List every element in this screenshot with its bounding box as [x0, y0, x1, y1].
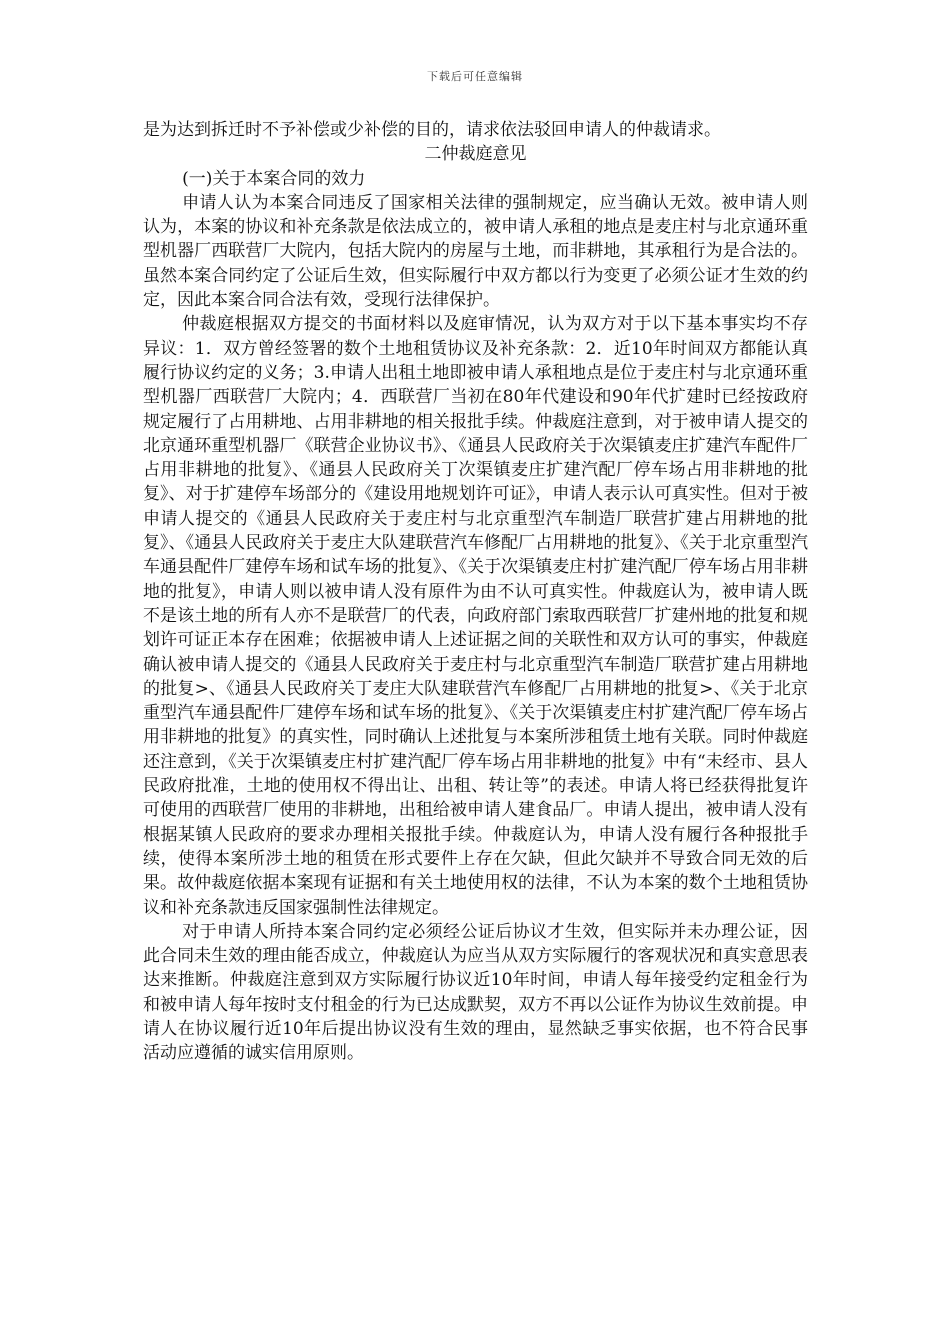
document-body	[143, 118, 808, 1066]
paragraph-1: 申请人认为本案合同违反了国家相关法律的强制规定，应当确认无效。被申请人则认为，本案的协议和补充条款是依法成立的，被申请人承租的地点是麦庄村与北京通环重型机器厂西联营厂大院内，包括大院内的房屋与土地，而非耕地，其承租行为是合法的。虽然本案合同约定了公证后生效，但实际履行中双方都以行为变更了必须公证才生效的约定，因此本案合同合法有效，受现行法律保护。	[143, 192, 808, 311]
paragraph-0: 是为达到拆迁时不予补偿或少补偿的目的，请求依法驳回申请人的仲裁请求。	[143, 120, 721, 140]
header-note: 下载后可任意编辑	[427, 70, 523, 83]
paragraph-2: 仲裁庭根据双方提交的书面材料以及庭审情况，认为双方对于以下基本事实均不存异议：1．双方曾经签署的数个土地租赁协议及补充条款：2．近10年时间双方都能认真履行协议约定的义务；3.申请人出租土地即被申请人承租地点是位于麦庄村与北京通环重型机器厂西联营厂大院内；4．西联营厂当初在80年代建设和90年代扩建时已经按政府规定履行了占用耕地、占用非耕地的相关报批手续。仲裁庭注意到，对于被申请人提交的北京通环重型机器厂《联营企业协议书》、《通县人民政府关于次渠镇麦庄扩建汽车配件厂占用非耕地的批复》、《通县人民政府关丁次渠镇麦庄扩建汽配厂停车场占用非耕地的批复》、对于扩建停车场部分的《建设用地规划许可证》，申请人表示认可真实性。但对于被申请人提交的《通县人民政府关于麦庄村与北京重型汽车制造厂联营扩建占用耕地的批复》、《通县人民政府关于麦庄大队建联营汽车修配厂占用耕地的批复》、《关于北京重型汽车通县配件厂建停车场和试车场的批复》、《关于次渠镇麦庄村扩建汽配厂停车场占用非耕地的批复》，申请人则以被申请人没有原件为由不认可真实性。仲裁庭认为，被申请人既不是该土地的所有人亦不是联营厂的代表，向政府部门索取西联营厂扩建州地的批复和规划许可证正本存在困难；依据被申请人上述证据之间的关联性和双方认可的事实，仲裁庭确认被申请人提交的《通县人民政府关于麦庄村与北京重型汽车制造厂联营扩建占用耕地的批复>、《通县人民政府关丁麦庄大队建联营汽车修配厂占用耕地的批复>、《关于北京重型汽车通县配件厂建停车场和试车场的批复》、《关于次渠镇麦庄村扩建汽配厂停车场占用非耕地的批复》的真实性，同时确认上述批复与本案所涉租赁土地有关联。同时仲裁庭还注意到，《关于次渠镇麦庄村扩建汽配厂停车场占用非耕地的批复》中有“未经市、县人民政府批准，土地的使用权不得出让、出租、转让等”的表述。申请人将已经获得批复许可使用的西联营厂使用的非耕地，出租给被申请人建食品厂。申请人提出，被申请人没有根据某镇人民政府的要求办理相关报批手续。仲裁庭认为，申请人没有履行各种报批手续，使得本案所涉土地的租赁在形式要件上存在欠缺，但此欠缺并不导致合同无效的后果。故仲裁庭依据本案现有证据和有关土地使用权的法律，不认为本案的数个土地租赁协议和补充条款违反国家强制性法律规定。	[143, 314, 808, 918]
section-title: 二仲裁庭意见	[424, 144, 527, 165]
subsection-title: (一)关于本案合同的效力	[182, 168, 366, 189]
paragraph-3: 对于申请人所持本案合同约定必须经公证后协议才生效，但实际并未办理公证，因此合同未生效的理由能否成立，仲裁庭认为应当从双方实际履行的客观状况和真实意思表达来推断。仲裁庭注意到双方实际履行协议近10年时间，申请人每年接受约定租金行为和被申请人每年按时支付租金的行为已达成默契，双方不再以公证作为协议生效前提。申请人在协议履行近10年后提出协议没有生效的理由，显然缺乏事实依据，也不符合民事活动应遵循的诚实信用原则。	[143, 921, 808, 1064]
